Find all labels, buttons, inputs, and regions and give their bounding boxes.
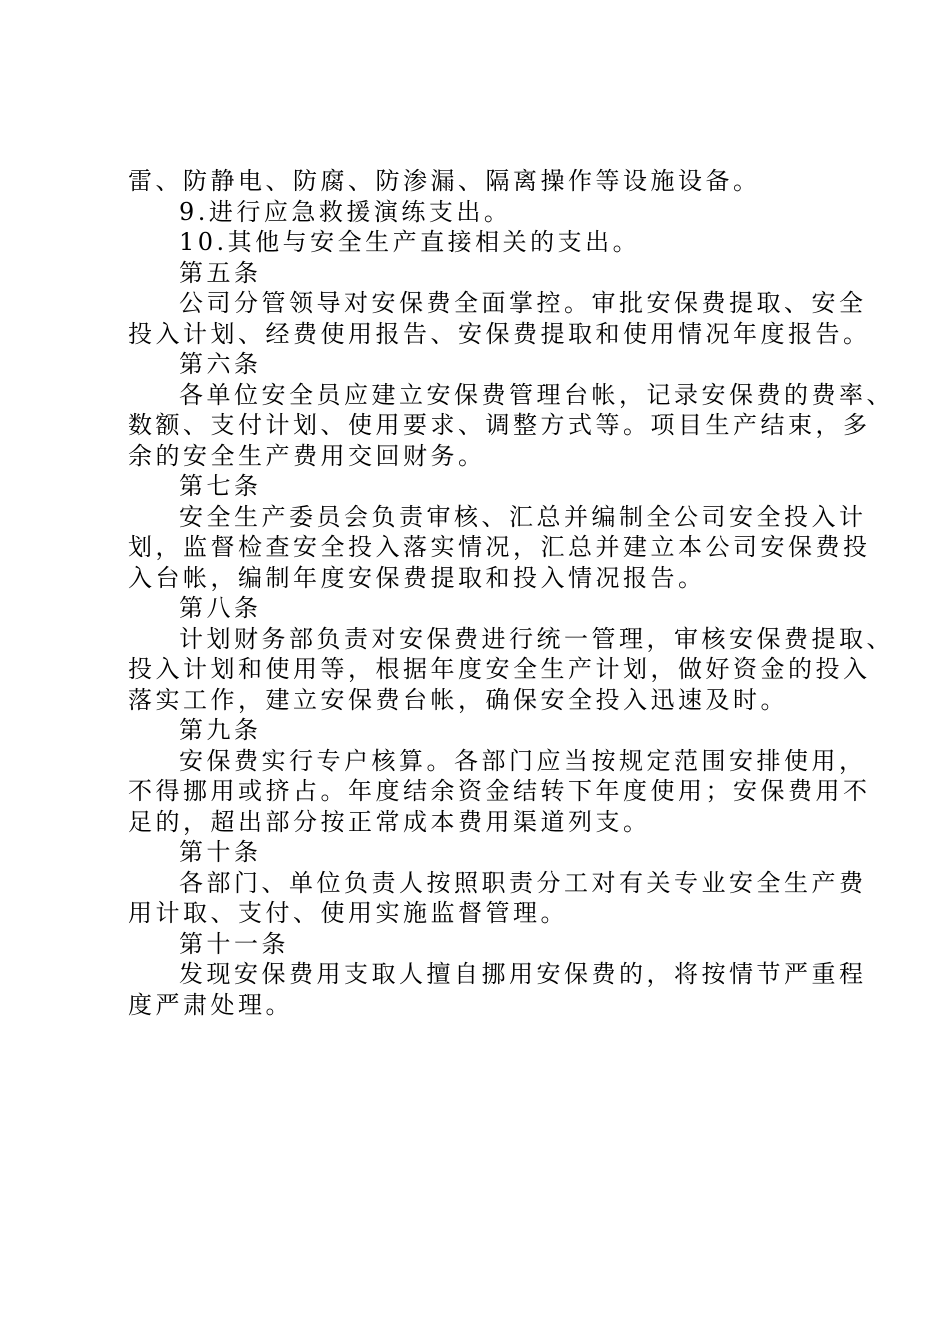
document-line: 发现安保费用支取人擅自挪用安保费的，将按情节严重程 — [179, 960, 867, 988]
document-line: 10.其他与安全生产直接相关的支出。 — [179, 228, 641, 256]
document-line: 划，监督检查安全投入落实情况，汇总并建立本公司安保费投 — [128, 533, 871, 561]
document-line: 9.进行应急救援演练支出。 — [179, 197, 512, 226]
document-line: 投入计划和使用等，根据年度安全生产计划，做好资金的投入 — [128, 655, 871, 683]
document-line: 数额、支付计划、使用要求、调整方式等。项目生产结束，多 — [128, 411, 871, 439]
document-line: 用计取、支付、使用实施监督管理。 — [128, 899, 568, 927]
document-line: 落实工作，建立安保费台帐，确保安全投入迅速及时。 — [128, 685, 788, 714]
document-line: 安全生产委员会负责审核、汇总并编制全公司安全投入计 — [179, 502, 867, 531]
document-line: 第十一条 — [179, 929, 289, 958]
document-line: 第九条 — [179, 716, 262, 744]
document-line: 足的，超出部分按正常成本费用渠道列支。 — [128, 807, 651, 836]
document-line: 第五条 — [179, 258, 262, 287]
document-line: 雷、防静电、防腐、防渗漏、隔离操作等设施设备。 — [128, 167, 761, 195]
document-line: 公司分管领导对安保费全面掌控。审批安保费提取、安全 — [179, 289, 867, 317]
document-line: 第七条 — [179, 472, 262, 500]
document-line: 计划财务部负责对安保费进行统一管理，审核安保费提取、 — [179, 624, 894, 653]
document-line: 不得挪用或挤占。年度结余资金结转下年度使用；安保费用不 — [128, 777, 871, 805]
document-line: 余的安全生产费用交回财务。 — [128, 441, 486, 470]
document-line: 入台帐，编制年度安保费提取和投入情况报告。 — [128, 563, 706, 592]
document-line: 各单位安全员应建立安保费管理台帐，记录安保费的费率、 — [179, 380, 894, 409]
document-line: 第八条 — [179, 594, 262, 622]
document-line: 各部门、单位负责人按照职责分工对有关专业安全生产费 — [179, 868, 867, 897]
document-line: 第六条 — [179, 350, 262, 378]
document-line: 第十条 — [179, 838, 262, 866]
document-line: 安保费实行专户核算。各部门应当按规定范围安排使用， — [179, 746, 867, 775]
document-line: 投入计划、经费使用报告、安保费提取和使用情况年度报告。 — [128, 319, 871, 348]
document-line: 度严肃处理。 — [128, 990, 293, 1019]
document-body — [128, 166, 894, 1020]
